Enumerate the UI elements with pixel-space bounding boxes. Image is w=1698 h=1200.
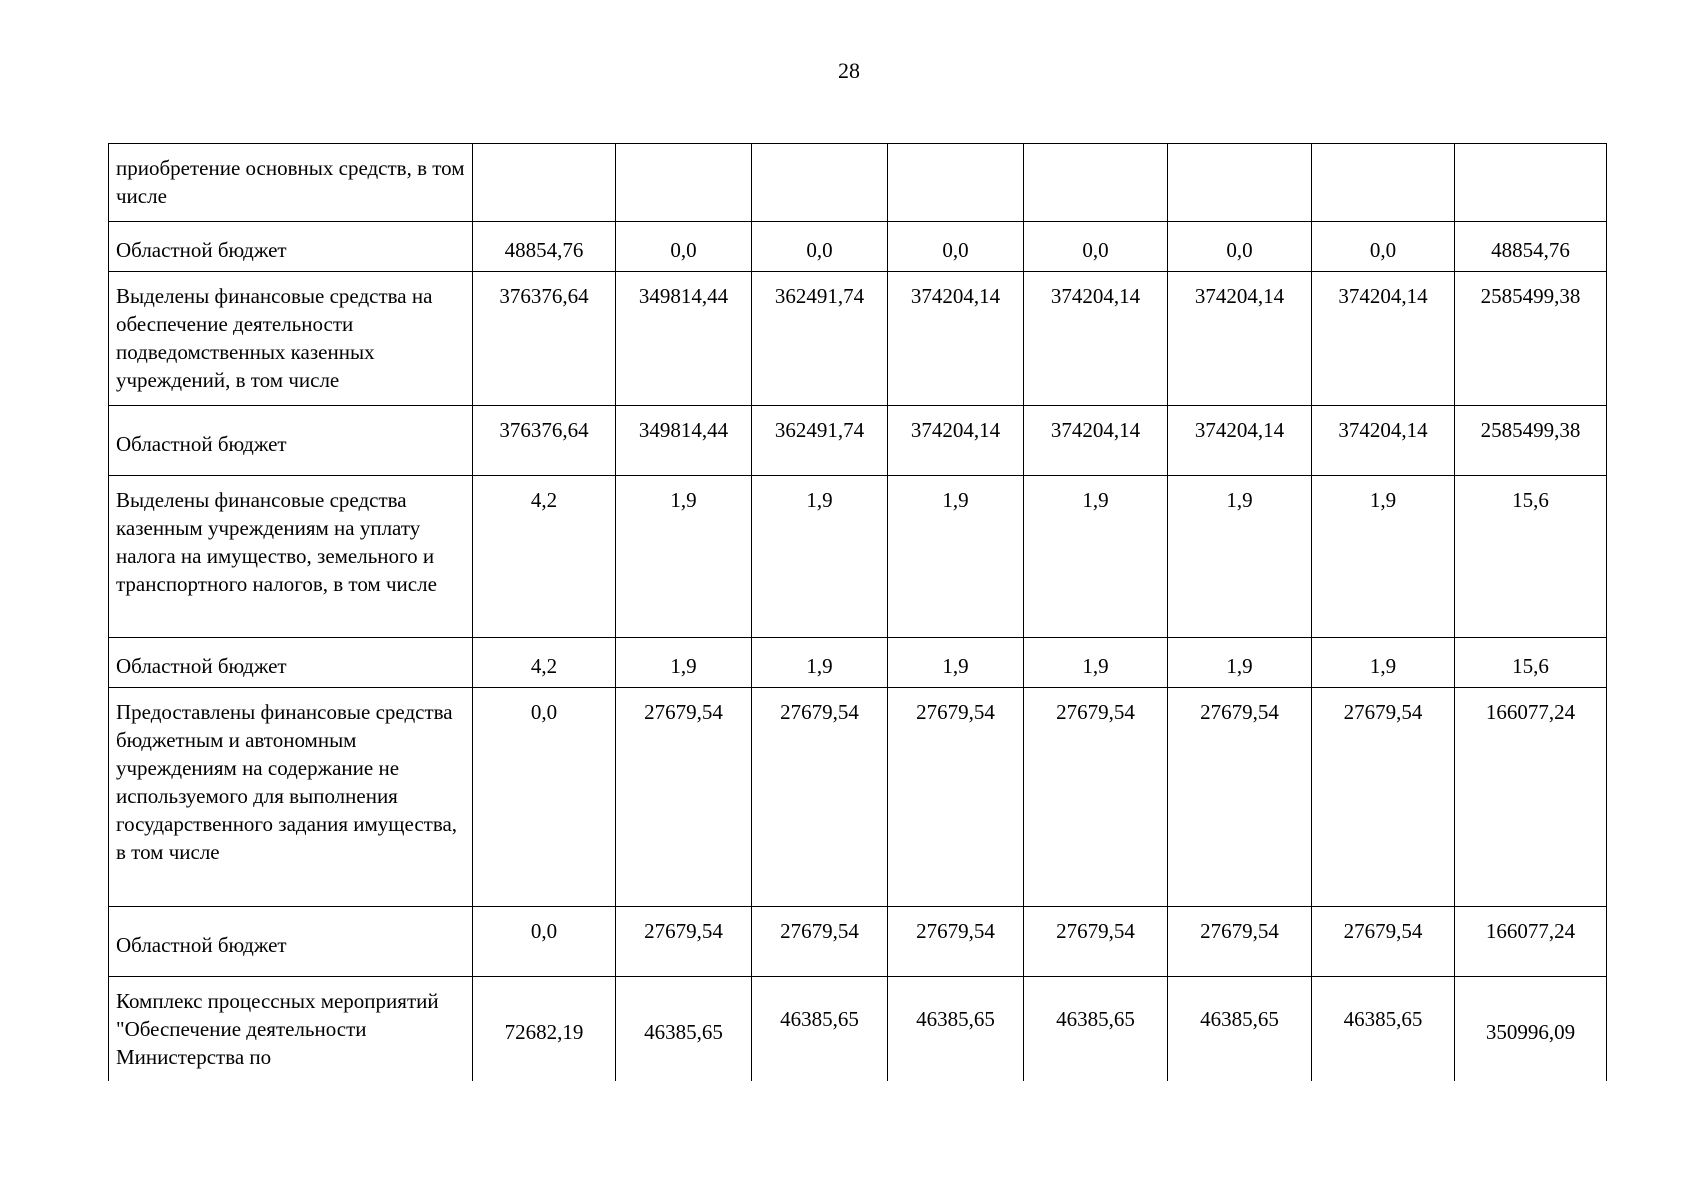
- cell-value: [616, 144, 752, 222]
- table-row: [109, 476, 1607, 638]
- cell-value: 374204,14: [1024, 406, 1168, 476]
- cell-value: 27679,54: [888, 907, 1024, 977]
- cell-value: [1455, 144, 1607, 222]
- row-label: Выделены финансовые средства казенным учреждениям на уплату налога на имущество, земельного и транспортного налогов, в том числе: [109, 476, 473, 638]
- cell-value: 374204,14: [888, 272, 1024, 406]
- cell-value: 46385,65: [616, 977, 752, 1081]
- row-label: Областной бюджет: [109, 638, 473, 688]
- row-label: Предоставлены финансовые средства бюджетным и автономным учреждениям на содержание не используемого для выполнения государственного задания имущества, в том числе: [109, 688, 473, 907]
- table-row: [109, 406, 1607, 476]
- cell-value: 2585499,38: [1455, 406, 1607, 476]
- row-label: приобретение основных средств, в том числе: [109, 144, 473, 222]
- cell-value: 362491,74: [752, 272, 888, 406]
- cell-value: 1,9: [616, 476, 752, 638]
- cell-value: 1,9: [1312, 476, 1455, 638]
- cell-value: 15,6: [1455, 476, 1607, 638]
- cell-value: 1,9: [1024, 638, 1168, 688]
- cell-value: 1,9: [1168, 476, 1312, 638]
- table-row: [109, 638, 1607, 688]
- page-number: 28: [838, 58, 860, 83]
- cell-value: 2585499,38: [1455, 272, 1607, 406]
- cell-value: 1,9: [1168, 638, 1312, 688]
- row-label: Областной бюджет: [109, 907, 473, 977]
- budget-table: [108, 143, 1607, 1081]
- cell-value: 374204,14: [1168, 406, 1312, 476]
- cell-value: 374204,14: [1024, 272, 1168, 406]
- table-row: [109, 222, 1607, 272]
- cell-value: 27679,54: [752, 907, 888, 977]
- table-row: [109, 144, 1607, 222]
- cell-value: [1168, 144, 1312, 222]
- cell-value: [473, 144, 616, 222]
- cell-value: 27679,54: [616, 907, 752, 977]
- cell-value: 349814,44: [616, 406, 752, 476]
- cell-value: 46385,65: [1024, 977, 1168, 1081]
- cell-value: 376376,64: [473, 406, 616, 476]
- cell-value: [1024, 144, 1168, 222]
- row-label: Областной бюджет: [109, 406, 473, 476]
- cell-value: 374204,14: [1312, 406, 1455, 476]
- cell-value: [1312, 144, 1455, 222]
- cell-value: 362491,74: [752, 406, 888, 476]
- cell-value: 27679,54: [1168, 907, 1312, 977]
- cell-value: 1,9: [1024, 476, 1168, 638]
- cell-value: 46385,65: [1312, 977, 1455, 1081]
- cell-value: 72682,19: [473, 977, 616, 1081]
- cell-value: 48854,76: [473, 222, 616, 272]
- cell-value: 376376,64: [473, 272, 616, 406]
- cell-value: 166077,24: [1455, 907, 1607, 977]
- cell-value: 349814,44: [616, 272, 752, 406]
- table-row: [109, 688, 1607, 907]
- cell-value: 0,0: [1024, 222, 1168, 272]
- cell-value: 15,6: [1455, 638, 1607, 688]
- cell-value: 166077,24: [1455, 688, 1607, 907]
- cell-value: 0,0: [1312, 222, 1455, 272]
- cell-value: 1,9: [888, 476, 1024, 638]
- cell-value: 0,0: [473, 907, 616, 977]
- cell-value: 27679,54: [1168, 688, 1312, 907]
- row-label: Комплекс процессных мероприятий "Обеспечение деятельности Министерства по: [109, 977, 473, 1081]
- cell-value: 27679,54: [888, 688, 1024, 907]
- row-label: Выделены финансовые средства на обеспечение деятельности подведомственных казенных учреждений, в том числе: [109, 272, 473, 406]
- cell-value: [752, 144, 888, 222]
- cell-value: 27679,54: [1024, 907, 1168, 977]
- cell-value: 1,9: [1312, 638, 1455, 688]
- cell-value: 1,9: [888, 638, 1024, 688]
- cell-value: 27679,54: [616, 688, 752, 907]
- cell-value: 374204,14: [1312, 272, 1455, 406]
- cell-value: 46385,65: [752, 977, 888, 1081]
- cell-value: 0,0: [1168, 222, 1312, 272]
- cell-value: 1,9: [752, 476, 888, 638]
- cell-value: 0,0: [752, 222, 888, 272]
- cell-value: [888, 144, 1024, 222]
- cell-value: 374204,14: [1168, 272, 1312, 406]
- table-row: [109, 272, 1607, 406]
- cell-value: 0,0: [616, 222, 752, 272]
- cell-value: 27679,54: [752, 688, 888, 907]
- table-row: [109, 907, 1607, 977]
- cell-value: 1,9: [752, 638, 888, 688]
- cell-value: 48854,76: [1455, 222, 1607, 272]
- cell-value: 46385,65: [1168, 977, 1312, 1081]
- table-row: [109, 977, 1607, 1081]
- cell-value: 374204,14: [888, 406, 1024, 476]
- cell-value: 4,2: [473, 638, 616, 688]
- cell-value: 27679,54: [1312, 907, 1455, 977]
- cell-value: 27679,54: [1312, 688, 1455, 907]
- cell-value: 27679,54: [1024, 688, 1168, 907]
- cell-value: 1,9: [616, 638, 752, 688]
- cell-value: 0,0: [888, 222, 1024, 272]
- cell-value: 0,0: [473, 688, 616, 907]
- cell-value: 4,2: [473, 476, 616, 638]
- cell-value: 350996,09: [1455, 977, 1607, 1081]
- row-label: Областной бюджет: [109, 222, 473, 272]
- cell-value: 46385,65: [888, 977, 1024, 1081]
